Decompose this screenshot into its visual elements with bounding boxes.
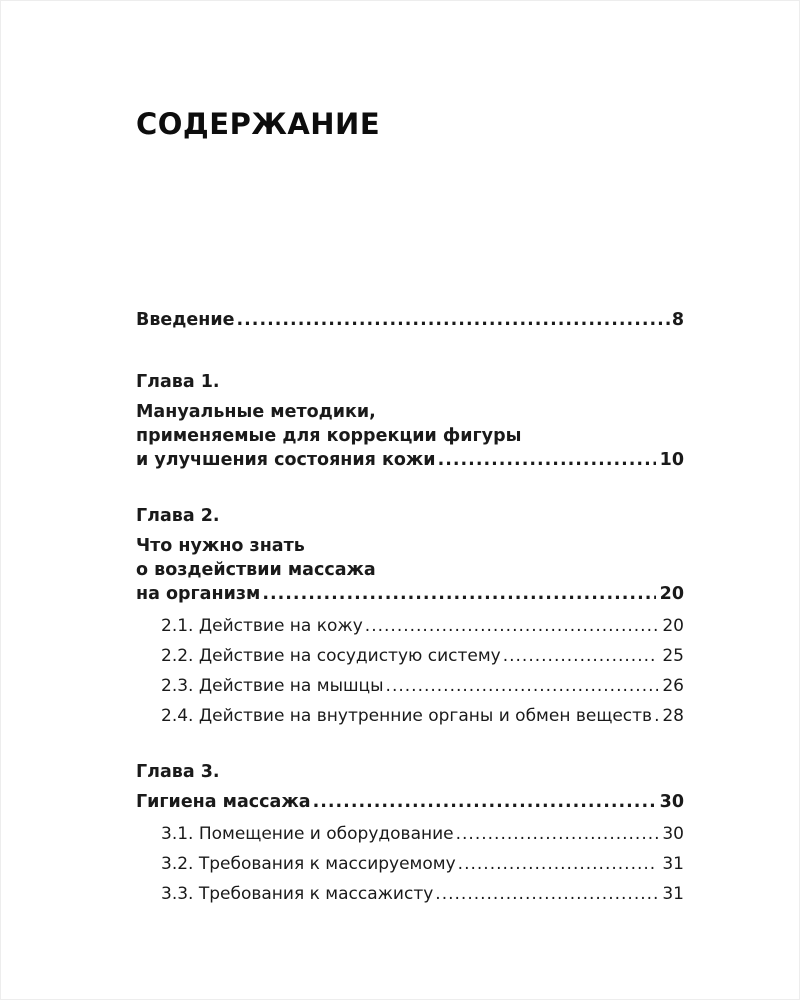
page-number: 20 xyxy=(659,584,684,604)
toc-entry-label: 2.2. Действие на сосудистую систему xyxy=(161,646,501,666)
toc-section-entry xyxy=(161,704,684,728)
chapter-title-last-line xyxy=(136,582,684,606)
toc-entry-label: 2.1. Действие на кожу xyxy=(161,616,363,636)
chapter-title-line: о воздействии массажа xyxy=(136,560,376,580)
toc-section-entry xyxy=(161,882,684,906)
toc-section-entry xyxy=(161,852,684,876)
dot-leader xyxy=(654,704,658,728)
table-of-contents xyxy=(136,308,684,906)
dot-leader xyxy=(458,852,659,876)
chapter-title-line: применяемые для коррекции фигуры xyxy=(136,426,522,446)
page-number: 30 xyxy=(659,792,684,812)
chapter-heading: Глава 2. xyxy=(136,506,220,526)
chapter-title-line: Мануальные методики, xyxy=(136,402,376,422)
chapter-heading: Глава 1. xyxy=(136,372,220,392)
toc-entry-label: 2.3. Действие на мышцы xyxy=(161,676,384,696)
dot-leader xyxy=(503,644,659,668)
page-number: 8 xyxy=(671,310,684,330)
page-title: СОДЕРЖАНИЕ xyxy=(136,107,381,141)
toc-chapter-3 xyxy=(136,760,684,906)
toc-entry-label: Введение xyxy=(136,310,235,330)
page-number: 10 xyxy=(659,450,684,470)
page-number: 31 xyxy=(662,854,684,874)
dot-leader xyxy=(237,308,672,332)
toc-content xyxy=(136,106,684,906)
chapter-heading: Глава 3. xyxy=(136,762,220,782)
page-number: 20 xyxy=(662,616,684,636)
dot-leader xyxy=(435,882,658,906)
toc-entry-label: 3.1. Помещение и оборудование xyxy=(161,824,454,844)
chapter-sections xyxy=(136,822,684,906)
toc-section-entry xyxy=(161,614,684,638)
chapter-sections xyxy=(136,614,684,728)
chapter-title-last-line xyxy=(136,448,684,472)
toc-entry-introduction xyxy=(136,308,684,332)
toc-entry-label: Гигиена массажа xyxy=(136,792,311,812)
page-number: 31 xyxy=(662,884,684,904)
page-number: 28 xyxy=(662,706,684,726)
dot-leader xyxy=(262,582,655,606)
toc-entry-label: 2.4. Действие на внутренние органы и обмен веществ xyxy=(161,706,653,726)
dot-leader xyxy=(313,790,656,814)
dot-leader xyxy=(438,448,656,472)
toc-entry-label: на организм xyxy=(136,584,261,604)
page-number: 30 xyxy=(662,824,684,844)
page-number: 26 xyxy=(662,676,684,696)
page-number: 25 xyxy=(662,646,684,666)
toc-entry-label: и улучшения состояния кожи xyxy=(136,450,436,470)
chapter-title-last-line xyxy=(136,790,684,814)
toc-section-entry xyxy=(161,674,684,698)
toc-entry-label: 3.2. Требования к массируемому xyxy=(161,854,456,874)
toc-section-entry xyxy=(161,644,684,668)
toc-entry-label: 3.3. Требования к массажисту xyxy=(161,884,434,904)
dot-leader xyxy=(365,614,659,638)
dot-leader xyxy=(386,674,659,698)
toc-section-entry xyxy=(161,822,684,846)
toc-chapter-1 xyxy=(136,370,684,472)
toc-chapter-2 xyxy=(136,504,684,728)
chapter-title-line: Что нужно знать xyxy=(136,536,305,556)
dot-leader xyxy=(456,822,659,846)
